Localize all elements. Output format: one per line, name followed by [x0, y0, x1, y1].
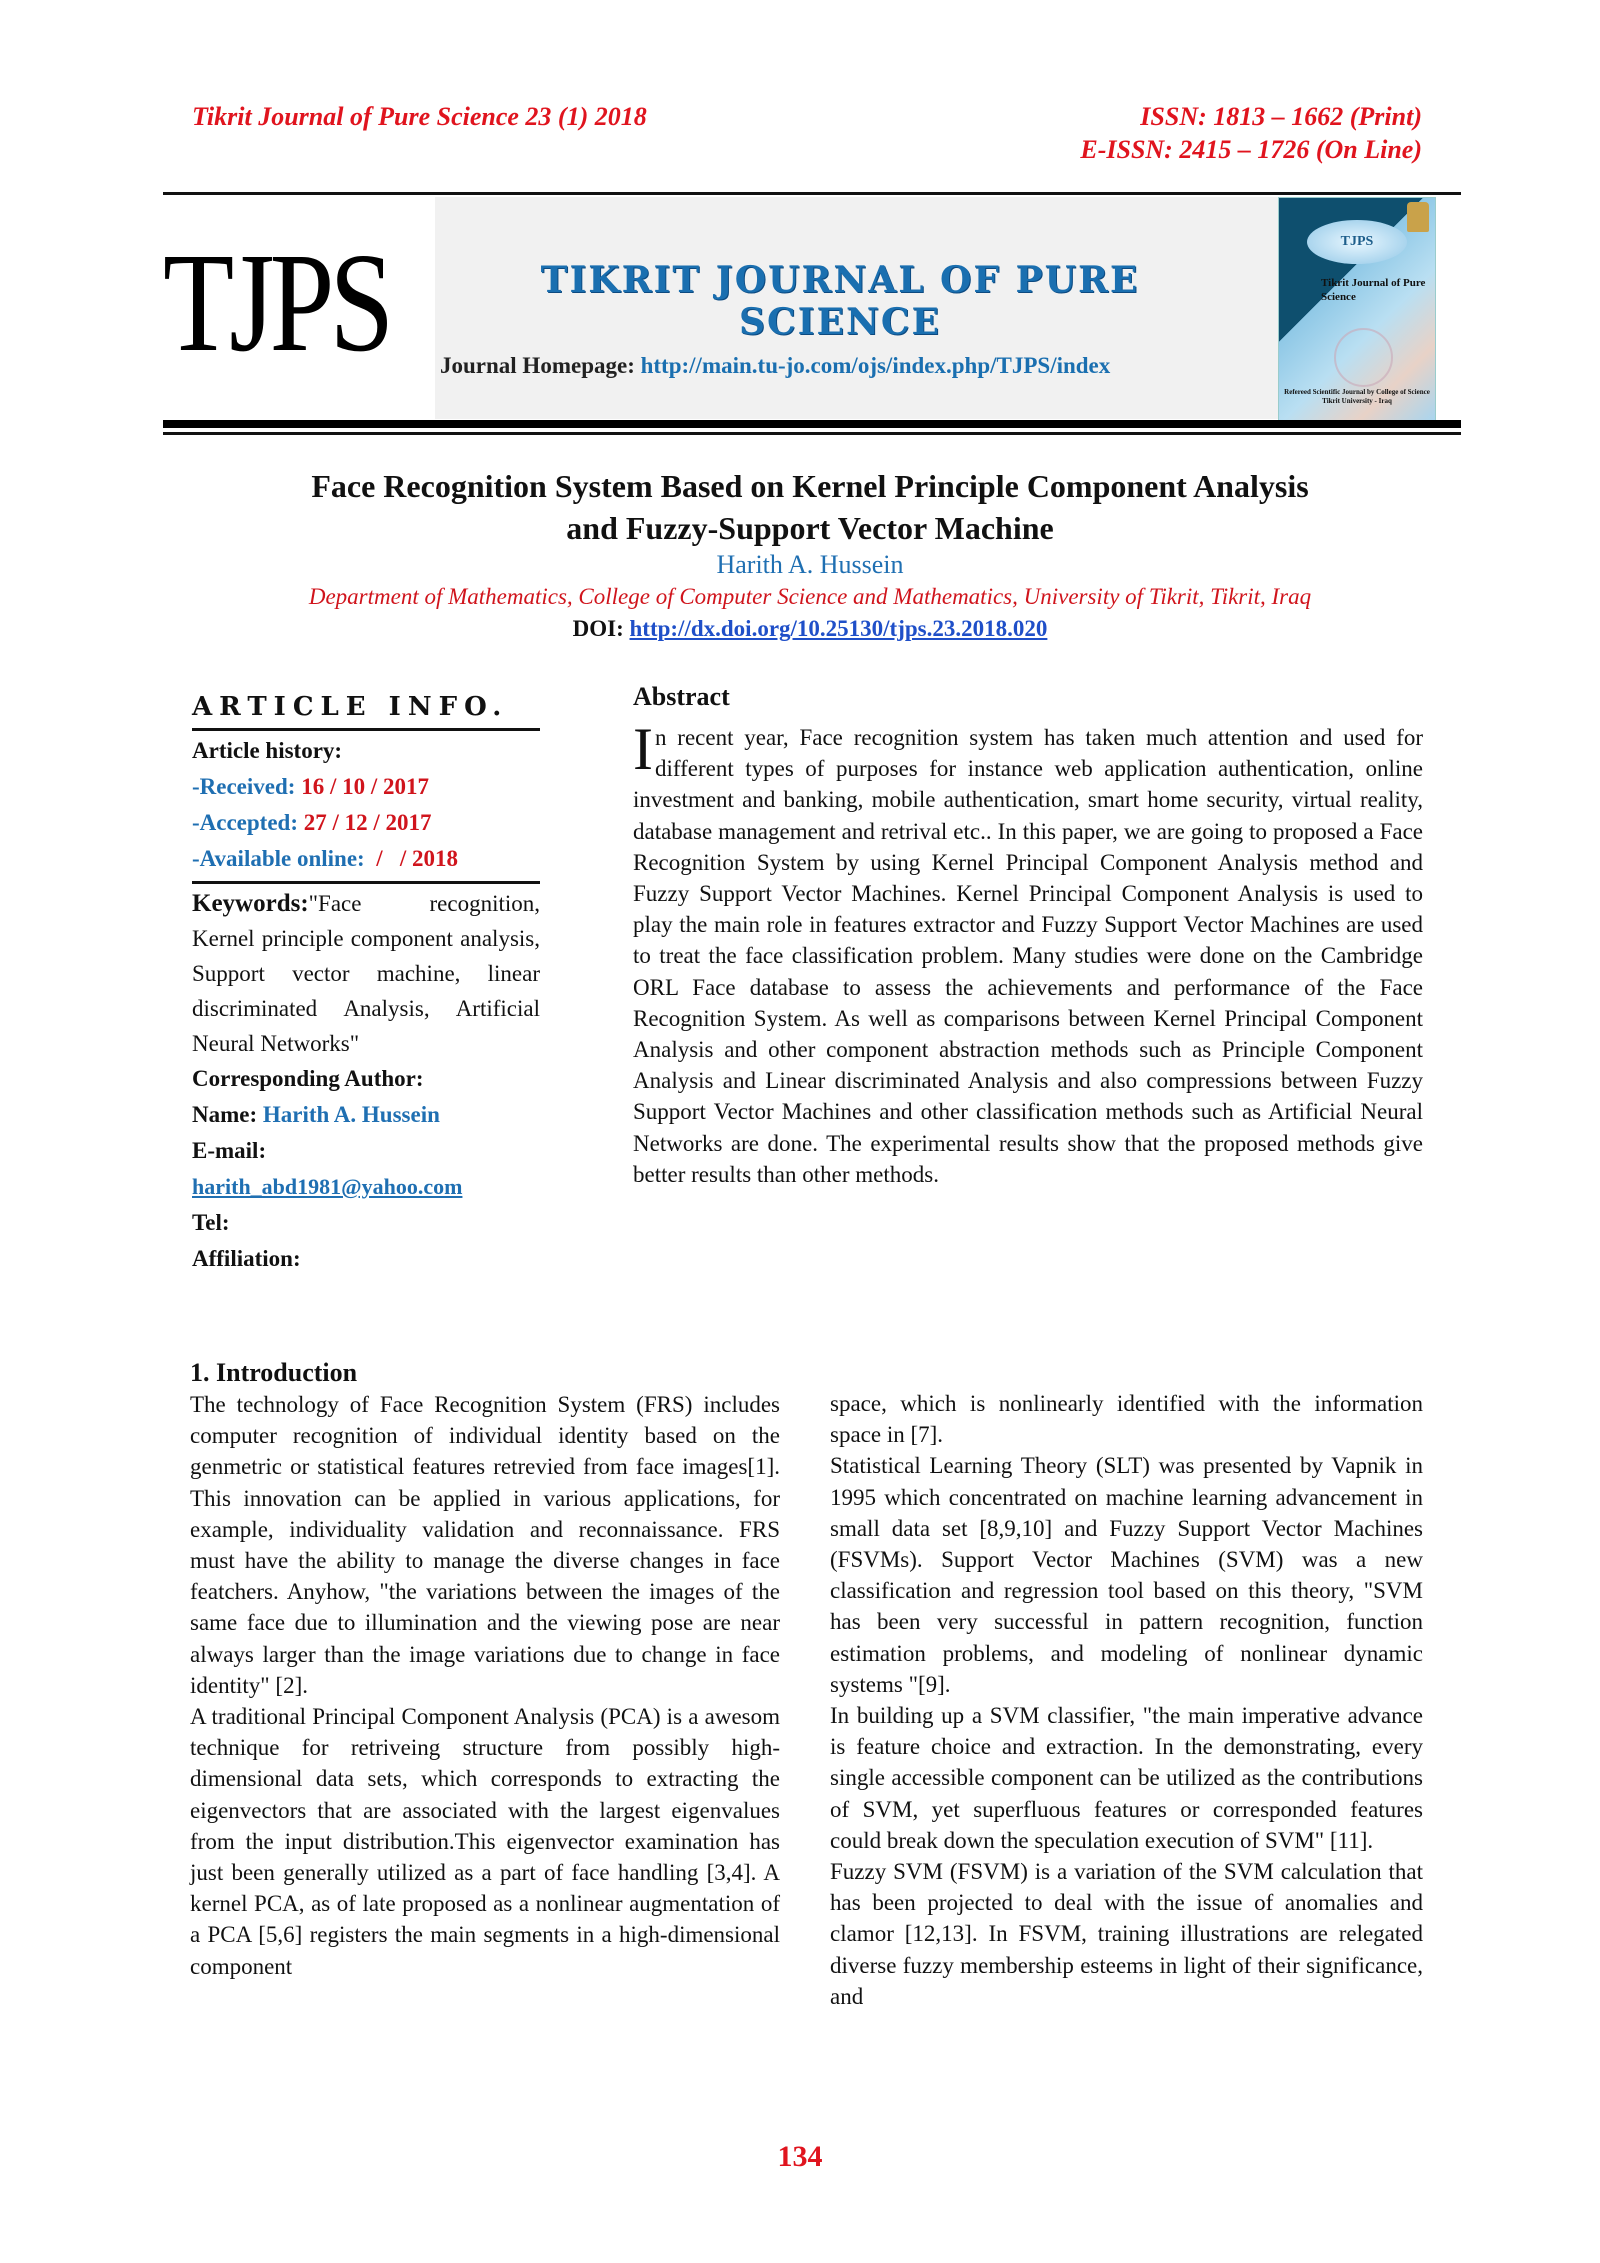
- paragraph: Statistical Learning Theory (SLT) was presented by Vapnik in 1995 which concentrated on machine learning advancement in small data set [8,9,10] and Fuzzy Support Vector Machines (FSVMs). Support Vector Machines (SVM) was a new classification and regression tool based on this theory, "SVM has been very successful in pattern recognition, function estimation problems, and modeling of nonlinear dynamic systems "[9].: [830, 1453, 1423, 1697]
- accepted-row: [192, 805, 540, 841]
- keywords-text: "Face recognition, Kernel principle component analysis, Support vector machine, linear discriminated Analysis, Artificial Neural Networks": [192, 891, 540, 1056]
- journal-homepage: [440, 353, 1110, 379]
- name-row: [192, 1097, 540, 1133]
- article-info-panel: [192, 690, 540, 1277]
- abstract-text: n recent year, Face recognition system has taken much attention and used for different types of purposes for instance web application authentication, online investment and banking, mobile authentication, smart home security, virtual reality, database management and retrival etc.. In this paper, we are going to proposed a Face Recognition System by using Kernel Principal Component Analysis method and Fuzzy Support Vector Machines. Kernel Principal Component Analysis is used to play the main role in features extractor and Fuzzy Support Vector Machines are used to treat the face classification problem. Many studies were done on the Cambridge ORL Face database to assess the achievements and performance of the Face Recognition System. As well as comparisons between Kernel Principal Component Analysis and other component abstraction methods such as Principle Component Analysis and Linear discriminated Analysis and also compressions between Fuzzy Support Vector Machines and other classification methods such as Artificial Neural Networks are done. The experimental results show that the proposed methods give better results than other methods.: [633, 725, 1423, 1187]
- available-date: / / 2018: [370, 846, 458, 871]
- doi: [160, 614, 1460, 644]
- email-row: [192, 1169, 540, 1205]
- tjps-logo: TJPS: [163, 223, 390, 381]
- body-column-left: [190, 1357, 780, 1982]
- corresponding-author-label: Corresponding Author:: [192, 1066, 424, 1091]
- received-row: [192, 769, 540, 805]
- homepage-label: Journal Homepage:: [440, 353, 635, 378]
- page-number: 134: [777, 2140, 823, 2173]
- received-date: 16 / 10 / 2017: [301, 774, 429, 799]
- abstract-body: [633, 716, 1423, 1190]
- accepted-date: 27 / 12 / 2017: [303, 810, 432, 835]
- title-block: [160, 465, 1460, 644]
- doi-link[interactable]: http://dx.doi.org/10.25130/tjps.23.2018.020: [629, 616, 1048, 641]
- issn-block: [1080, 100, 1422, 166]
- keywords: [192, 886, 540, 1061]
- received-label: -Received:: [192, 774, 296, 799]
- accepted-label: -Accepted:: [192, 810, 299, 835]
- paragraph: space, which is nonlinearly identified with the information space in [7].: [830, 1391, 1423, 1448]
- journal-name: TIKRIT JOURNAL OF PURE SCIENCE: [540, 259, 1140, 343]
- cover-footer: Refereed Scientific Journal by College of Science Tikrit University - Iraq: [1284, 388, 1430, 405]
- affiliation-label: Affiliation:: [192, 1246, 301, 1271]
- paragraph: In building up a SVM classifier, "the main imperative advance is feature choice and extraction. In the demonstrating, every single accessible component can be utilized as the contributions of SVM, yet superfluous features or corresponded features could break down the speculation execution of SVM" [11].: [830, 1703, 1423, 1853]
- paper-title: [160, 465, 1460, 549]
- paragraph: The technology of Face Recognition System (FRS) includes computer recognition of individual identity based on the genmetric or statistical features retrevied from face images[1]. This innovation can be applied in various applications, for example, individuality validation and reconnaissance. FRS must have the ability to manage the diverse changes in face featchers. Anyhow, "the variations between the images of the same face due to illumination and the viewing pose are near always larger than the image variations due to change in face identity" [2].: [190, 1392, 780, 1698]
- email-link[interactable]: harith_abd1981@yahoo.com: [192, 1174, 463, 1199]
- journal-cover-image: [1278, 197, 1436, 421]
- masthead-top-rule: [163, 192, 1461, 195]
- paragraph: A traditional Principal Component Analysis (PCA) is a awesom technique for retriveing structure from possibly high-dimensional data sets, which corresponds to extracting the eigenvectors that are associated with the largest eigenvalues from the input distribution.This eigenvector examination has just been generally utilized as a part of face handling [3,4]. A kernel PCA, as of late proposed as a nonlinear augmentation of a PCA [5,6] registers the main segments in a high-dimensional component: [190, 1704, 780, 1979]
- history-label: Article history:: [192, 738, 343, 763]
- masthead-bottom-rule: [163, 420, 1461, 428]
- article-info-heading: ARTICLE INFO.: [192, 692, 509, 722]
- keywords-label: Keywords:: [192, 890, 309, 917]
- logo-box: [163, 197, 433, 419]
- tel-label: Tel:: [192, 1210, 230, 1235]
- doi-label: DOI:: [572, 616, 624, 641]
- cover-badge: TJPS: [1307, 220, 1407, 264]
- author-name: Harith A. Hussein: [716, 550, 904, 579]
- university-emblem-icon: [1407, 202, 1429, 232]
- issn-print: ISSN: 1813 – 1662 (Print): [1140, 102, 1422, 131]
- name-label: Name:: [192, 1102, 258, 1127]
- body-column-right: [830, 1388, 1423, 2012]
- paper-title-line1: Face Recognition System Based on Kernel Principle Component Analysis: [311, 468, 1309, 504]
- abstract: [633, 680, 1423, 1190]
- name-value: Harith A. Hussein: [262, 1102, 440, 1127]
- author-affiliation: Department of Mathematics, College of Computer Science and Mathematics, University of Tikrit, Tikrit, Iraq: [308, 584, 1312, 609]
- divider: [192, 881, 540, 884]
- masthead: [163, 192, 1461, 430]
- section-heading: 1. Introduction: [190, 1358, 358, 1387]
- abstract-dropcap: I: [633, 716, 653, 782]
- paper-title-line2: and Fuzzy-Support Vector Machine: [566, 510, 1054, 546]
- homepage-link[interactable]: http://main.tu-jo.com/ojs/index.php/TJPS/index: [640, 353, 1111, 378]
- masthead-bottom-rule-thin: [163, 432, 1461, 435]
- email-label: E-mail:: [192, 1138, 267, 1163]
- abstract-heading: Abstract: [633, 682, 730, 711]
- issn-online: E-ISSN: 2415 – 1726 (On Line): [1080, 135, 1422, 164]
- cover-title: Tikrit Journal of Pure Science: [1321, 277, 1426, 303]
- available-label: -Available online:: [192, 846, 365, 871]
- available-row: [192, 841, 540, 877]
- divider: [192, 728, 540, 731]
- cover-seal-icon: [1334, 328, 1393, 387]
- paragraph: Fuzzy SVM (FSVM) is a variation of the SVM calculation that has been projected to deal with the issue of anomalies and clamor [12,13]. In FSVM, training illustrations are relegated diverse fuzzy membership esteems in light of their significance, and: [830, 1859, 1423, 2009]
- journal-issue: Tikrit Journal of Pure Science 23 (1) 2018: [192, 102, 647, 131]
